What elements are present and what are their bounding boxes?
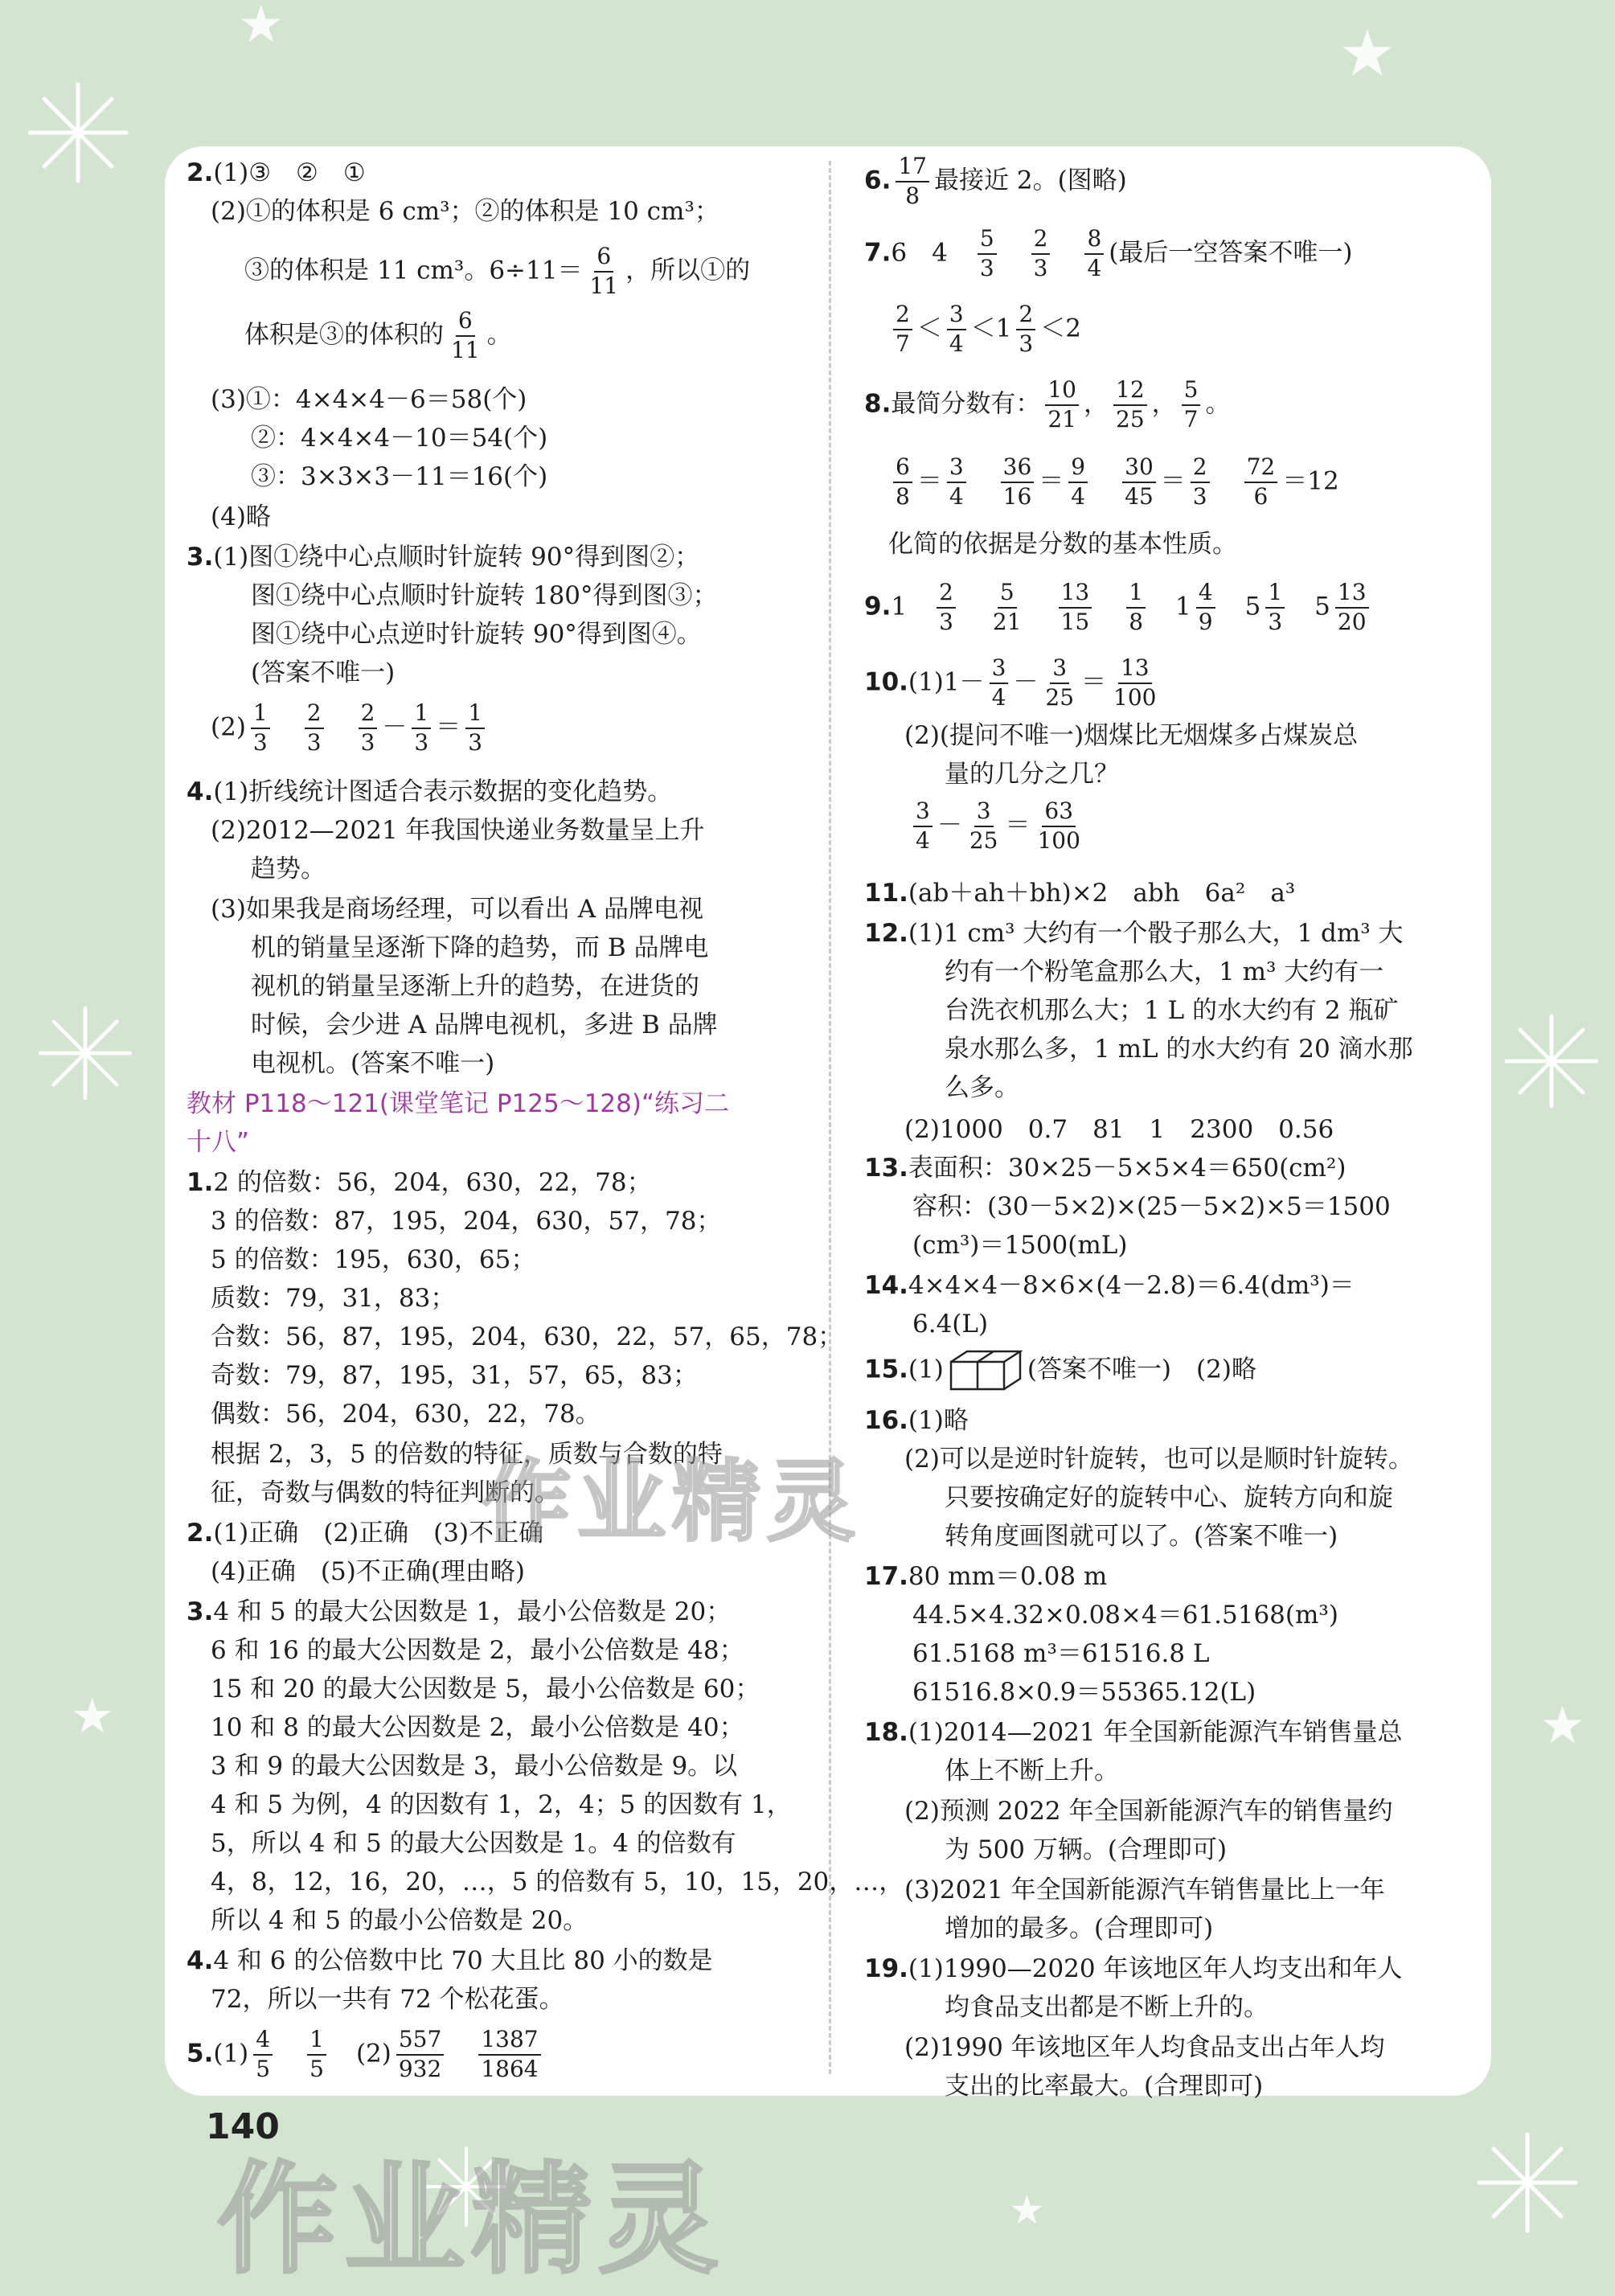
answer-line: 10 和 8 的最大公因数是 2，最小公倍数是 40； — [211, 1713, 744, 1742]
answer-line: 台洗衣机那么大；1 L 的水大约有 2 瓶矿 — [945, 996, 1399, 1025]
answer-line: 图①绕中心点逆时针旋转 90°得到图④。 — [251, 620, 702, 649]
fraction: $\frac{72}{6}$ — [1244, 455, 1278, 510]
answer-line: (2) $\frac{1}{3}$ $\frac{2}{3}$ $\frac{2}{3}$ － $\frac{1}{3}$ ＝ $\frac{1}{3}$ — [211, 701, 490, 756]
answer-line: 根据 2，3，5 的倍数的特征，质数与合数的特 — [211, 1440, 723, 1469]
answer-line: 视机的销量呈逐渐上升的趋势，在进货的 — [251, 972, 699, 1001]
fraction: $\frac{17}{8}$ — [896, 154, 929, 209]
firework-icon — [18, 72, 138, 193]
answer-line: 19.(1)1990—2020 年该地区年人均支出和年人 — [864, 1954, 1403, 1983]
answer-line: 2.(1)正确 (2)正确 (3)不正确 — [187, 1519, 544, 1548]
fraction: $\frac{3}{25}$ — [969, 797, 998, 854]
answer-line: 电视机。(答案不唯一) — [251, 1049, 495, 1078]
answer-line: 13.表面积：30×25－5×5×4＝650(cm²) — [864, 1154, 1347, 1183]
fraction: $\frac{3}{4}$ — [947, 455, 966, 510]
answer-line: 11.(ab＋ah＋bh)×2 abh 6a² a³ — [864, 879, 1296, 908]
answer-line: (2)2012—2021 年我国快递业务数量呈上升 — [211, 816, 705, 845]
fraction: $\frac{2}{3}$ — [937, 580, 956, 635]
answer-line: (3)①：4×4×4－6＝58(个) — [211, 385, 527, 414]
fraction: $\frac{3}{4}$ — [913, 799, 933, 854]
answer-line: 质数：79，31，83； — [211, 1284, 456, 1313]
fraction: $\frac{10}{21}$ — [1045, 378, 1079, 433]
answer-line: (3)如果我是商场经理，可以看出 A 品牌电视 — [211, 895, 704, 924]
fraction: $\frac{30}{45}$ — [1122, 455, 1156, 510]
answer-line: 所以 4 和 5 的最小公倍数是 20。 — [211, 1906, 588, 1935]
fraction: $\frac{12}{25}$ — [1113, 378, 1147, 433]
fraction: $\frac{36}{16}$ — [1001, 455, 1035, 510]
answer-line: (2)①的体积是 6 cm³；②的体积是 10 cm³； — [211, 197, 719, 226]
fraction: $\frac{2}{3}$ — [1031, 227, 1051, 281]
answer-line: 合数：56，87，195，204，630，22，57，65，78； — [211, 1322, 843, 1351]
answer-line: 体上不断上升。 — [945, 1757, 1119, 1786]
answer-line: 容积：(30－5×2)×(25－5×2)×5＝1500 — [912, 1192, 1391, 1221]
fraction: $\frac{13}{20}$ — [1335, 580, 1369, 635]
answer-line: ③：3×3×3－11＝16(个) — [251, 462, 548, 491]
section-heading: 十八” — [187, 1128, 250, 1157]
answer-line: 12.(1)1 cm³ 大约有一个骰子那么大，1 dm³ 大 — [864, 919, 1404, 948]
answer-line: 时候，会少进 A 品牌电视机，多进 B 品牌 — [251, 1011, 718, 1039]
fraction: $\frac{2}{3}$ — [305, 701, 324, 756]
answer-line: $\frac{3}{4}$ － $\frac{3}{25}$ ＝ $\frac{63}{100}$ — [908, 799, 1088, 854]
fraction: $\frac{4}{9}$ — [1196, 580, 1215, 635]
fraction: $\frac{8}{4}$ — [1084, 227, 1104, 281]
fraction: $\frac{4}{5}$ — [253, 2027, 273, 2082]
fraction: $\frac{3}{4}$ — [990, 656, 1009, 711]
answer-line: 泉水那么多，1 mL 的水大约有 20 滴水那 — [945, 1035, 1413, 1064]
star-icon: ★ — [1009, 2187, 1045, 2233]
fraction: $\frac{5}{21}$ — [992, 579, 1022, 635]
answer-line: 4.(1)折线统计图适合表示数据的变化趋势。 — [187, 777, 673, 806]
answer-line: 15 和 20 的最大公因数是 5，最小公倍数是 60； — [211, 1675, 760, 1704]
answer-line: 量的几分之几？ — [945, 760, 1119, 789]
fraction: $\frac{6}{8}$ — [893, 455, 912, 510]
fraction: $\frac{6}{11}$ — [451, 307, 480, 363]
answer-line: 61.5168 m³＝61516.8 L — [912, 1639, 1210, 1668]
star-icon: ★ — [71, 1688, 114, 1745]
answer-line: 3 的倍数：87，195，204，630，57，78； — [211, 1207, 722, 1236]
fraction: $\frac{2}{7}$ — [893, 302, 912, 357]
answer-line: (2)预测 2022 年全国新能源汽车的销售量约 — [904, 1797, 1393, 1826]
answer-line: $\frac{6}{8}$ ＝ $\frac{3}{4}$ $\frac{36}{16}$ ＝ $\frac{9}{4}$ $\frac{30}{45}$ ＝ $\frac{2}{3}$ $\frac{72}{6}$ ＝12 — [888, 455, 1339, 510]
fraction: $\frac{1}{5}$ — [307, 2027, 326, 2082]
answer-line: 转角度画图就可以了。(答案不唯一) — [945, 1522, 1338, 1551]
fraction: $\frac{1387}{1864}$ — [478, 2027, 540, 2082]
fraction: $\frac{5}{7}$ — [1182, 378, 1201, 433]
answer-line: 机的销量呈逐渐下降的趋势，而 B 品牌电 — [251, 933, 709, 962]
fraction: $\frac{63}{100}$ — [1037, 797, 1080, 854]
firework-icon — [1495, 1005, 1608, 1117]
fraction: $\frac{1}{3}$ — [465, 701, 485, 756]
answer-line: (2)1990 年该地区年人均食品支出占年人均 — [904, 2033, 1385, 2062]
answer-line: 约有一个粉笔盒那么大，1 m³ 大约有一 — [945, 957, 1384, 986]
answer-line: 4 和 5 为例，4 的因数有 1，2，4；5 的因数有 1， — [211, 1790, 792, 1819]
fraction: $\frac{1}{8}$ — [1126, 580, 1146, 635]
answer-line: 3.(1)图①绕中心点顺时针旋转 90°得到图②； — [187, 543, 700, 572]
answer-line: 16.(1)略 — [864, 1406, 969, 1435]
answer-line: 图①绕中心点顺时针旋转 180°得到图③； — [251, 581, 718, 610]
answer-line: 3 和 9 的最大公因数是 3，最小公倍数是 9。以 — [211, 1752, 738, 1781]
answer-line: 5.(1) $\frac{4}{5}$ $\frac{1}{5}$ (2) $\frac{557}{932}$ $\frac{1387}{1864}$ — [187, 2027, 546, 2082]
answer-line: 7.6 4 $\frac{5}{3}$ $\frac{2}{3}$ $\frac{8}{4}$ (最后一空答案不唯一) — [864, 225, 1353, 281]
fraction: $\frac{5}{3}$ — [978, 227, 997, 281]
star-icon: ★ — [238, 0, 285, 55]
answer-line: (2)1000 0.7 81 1 2300 0.56 — [904, 1115, 1334, 1144]
answer-line: 18.(1)2014—2021 年全国新能源汽车销售量总 — [864, 1718, 1403, 1747]
fraction: $\frac{557}{932}$ — [396, 2027, 444, 2082]
fraction: $\frac{2}{3}$ — [1191, 455, 1210, 510]
fraction: $\frac{3}{25}$ — [1045, 654, 1075, 711]
fraction: $\frac{1}{3}$ — [1265, 580, 1285, 635]
answer-line: (答案不唯一) — [251, 658, 396, 687]
answer-line: (4)正确 (5)不正确(理由略) — [211, 1557, 526, 1586]
answer-line: 6 和 16 的最大公因数是 2，最小公倍数是 48； — [211, 1636, 744, 1665]
fraction: $\frac{13}{100}$ — [1113, 654, 1157, 711]
answer-line: 支出的比率最大。(合理即可) — [945, 2072, 1264, 2101]
fraction: $\frac{9}{4}$ — [1068, 455, 1088, 510]
answer-line: 化简的依据是分数的基本性质。 — [888, 530, 1237, 559]
answer-line: 5 的倍数：195，630，65； — [211, 1245, 536, 1274]
answer-line: 只要按确定好的旋转中心、旋转方向和旋 — [945, 1483, 1393, 1512]
answer-line: 均食品支出都是不断上升的。 — [945, 1993, 1269, 2022]
answer-line: 2.(1)③ ② ① — [187, 158, 366, 187]
answer-line: (4)略 — [211, 502, 271, 531]
watermark: 作业精灵 — [482, 1450, 862, 1553]
answer-line: 10.(1)1－ $\frac{3}{4}$ － $\frac{3}{25}$ ＝ $\frac{13}{100}$ — [864, 656, 1163, 711]
answer-line: 44.5×4.32×0.08×4＝61.5168(m³) — [912, 1601, 1338, 1630]
answer-line: 奇数：79，87，195，31，57，65，83； — [211, 1361, 698, 1390]
fraction: $\frac{2}{3}$ — [359, 701, 378, 756]
answer-line: ③的体积是 11 cm³。6÷11＝ $\frac{6}{11}$ ，所以①的 — [244, 243, 751, 299]
answer-line: 4，8，12，16，20，…，5 的倍数有 5，10，15，20，…， — [211, 1868, 904, 1896]
answer-line: 72，所以一共有 72 个松花蛋。 — [211, 1985, 564, 2014]
fraction: $\frac{1}{3}$ — [412, 701, 431, 756]
answer-line: (cm³)＝1500(mL) — [912, 1231, 1128, 1260]
answer-line: 14.4×4×4－8×6×(4－2.8)＝6.4(dm³)＝ — [864, 1271, 1355, 1300]
fraction: $\frac{3}{4}$ — [947, 302, 966, 357]
answer-line: 增加的最多。(合理即可) — [945, 1914, 1214, 1943]
answer-line: 么多。 — [945, 1073, 1019, 1102]
answer-line: (3)2021 年全国新能源汽车销售量比上一年 — [904, 1876, 1385, 1904]
cuboid-icon — [949, 1349, 1023, 1392]
answer-line: 趋势。 — [251, 855, 326, 884]
answer-line: 3.4 和 5 的最大公因数是 1，最小公倍数是 20； — [187, 1597, 732, 1626]
watermark: 作业精灵 — [217, 2150, 726, 2290]
answer-line: 征，奇数与偶数的特征判断的。 — [211, 1478, 560, 1507]
star-icon: ★ — [1539, 1696, 1586, 1756]
page-number: 140 — [206, 2106, 280, 2147]
answer-line: 8.最简分数有： $\frac{10}{21}$ ， $\frac{12}{25}$ ， $\frac{5}{7}$ 。 — [864, 376, 1231, 433]
firework-icon — [29, 997, 141, 1109]
answer-line: 体积是③的体积的 $\frac{6}{11}$ 。 — [244, 307, 512, 363]
answer-line: ②：4×4×4－10＝54(个) — [251, 424, 548, 453]
column-divider — [829, 161, 831, 2074]
firework-icon — [1467, 2122, 1588, 2243]
answer-line: 1.2 的倍数：56，204，630，22，78； — [187, 1168, 652, 1197]
answer-line: 为 500 万辆。(合理即可) — [945, 1835, 1228, 1864]
answer-line: 15.(1) (答案不唯一) (2)略 — [864, 1349, 1256, 1392]
section-heading: 教材 P118～121(课堂笔记 P125～128)“练习二 — [187, 1089, 730, 1118]
fraction: $\frac{2}{3}$ — [1016, 302, 1035, 357]
fraction: $\frac{6}{11}$ — [589, 243, 619, 299]
answer-line: 4.4 和 6 的公倍数中比 70 大且比 80 小的数是 — [187, 1946, 713, 1975]
star-icon: ★ — [1338, 16, 1396, 91]
answer-line: 5，所以 4 和 5 的最大公因数是 1。4 的倍数有 — [211, 1829, 736, 1858]
answer-line: 17.80 mm＝0.08 m — [864, 1562, 1108, 1591]
answer-line: 61516.8×0.9＝55365.12(L) — [912, 1678, 1256, 1707]
answer-line: 6. $\frac{17}{8}$ 最接近 2。(图略) — [864, 153, 1127, 209]
answer-line: $\frac{2}{7}$ ＜ $\frac{3}{4}$ ＜1 $\frac{2}{3}$ ＜2 — [888, 302, 1081, 357]
answer-line: (2)(提问不唯一)烟煤比无烟煤多占煤炭总 — [904, 721, 1359, 750]
answer-line: (2)可以是逆时针旋转，也可以是顺时针旋转。 — [904, 1445, 1413, 1474]
answer-line: 9.1 $\frac{2}{3}$ $\frac{5}{21}$ $\frac{13}{15}$ $\frac{1}{8}$ 1 $\frac{4}{9}$ 5 $\frac{1}{3}$ 5 $\frac{13}{20}$ — [864, 580, 1374, 635]
answer-line: 6.4(L) — [912, 1310, 989, 1339]
answer-line: 偶数：56，204，630，22，78。 — [211, 1400, 601, 1429]
fraction: $\frac{13}{15}$ — [1059, 580, 1092, 635]
fraction: $\frac{1}{3}$ — [251, 701, 270, 756]
